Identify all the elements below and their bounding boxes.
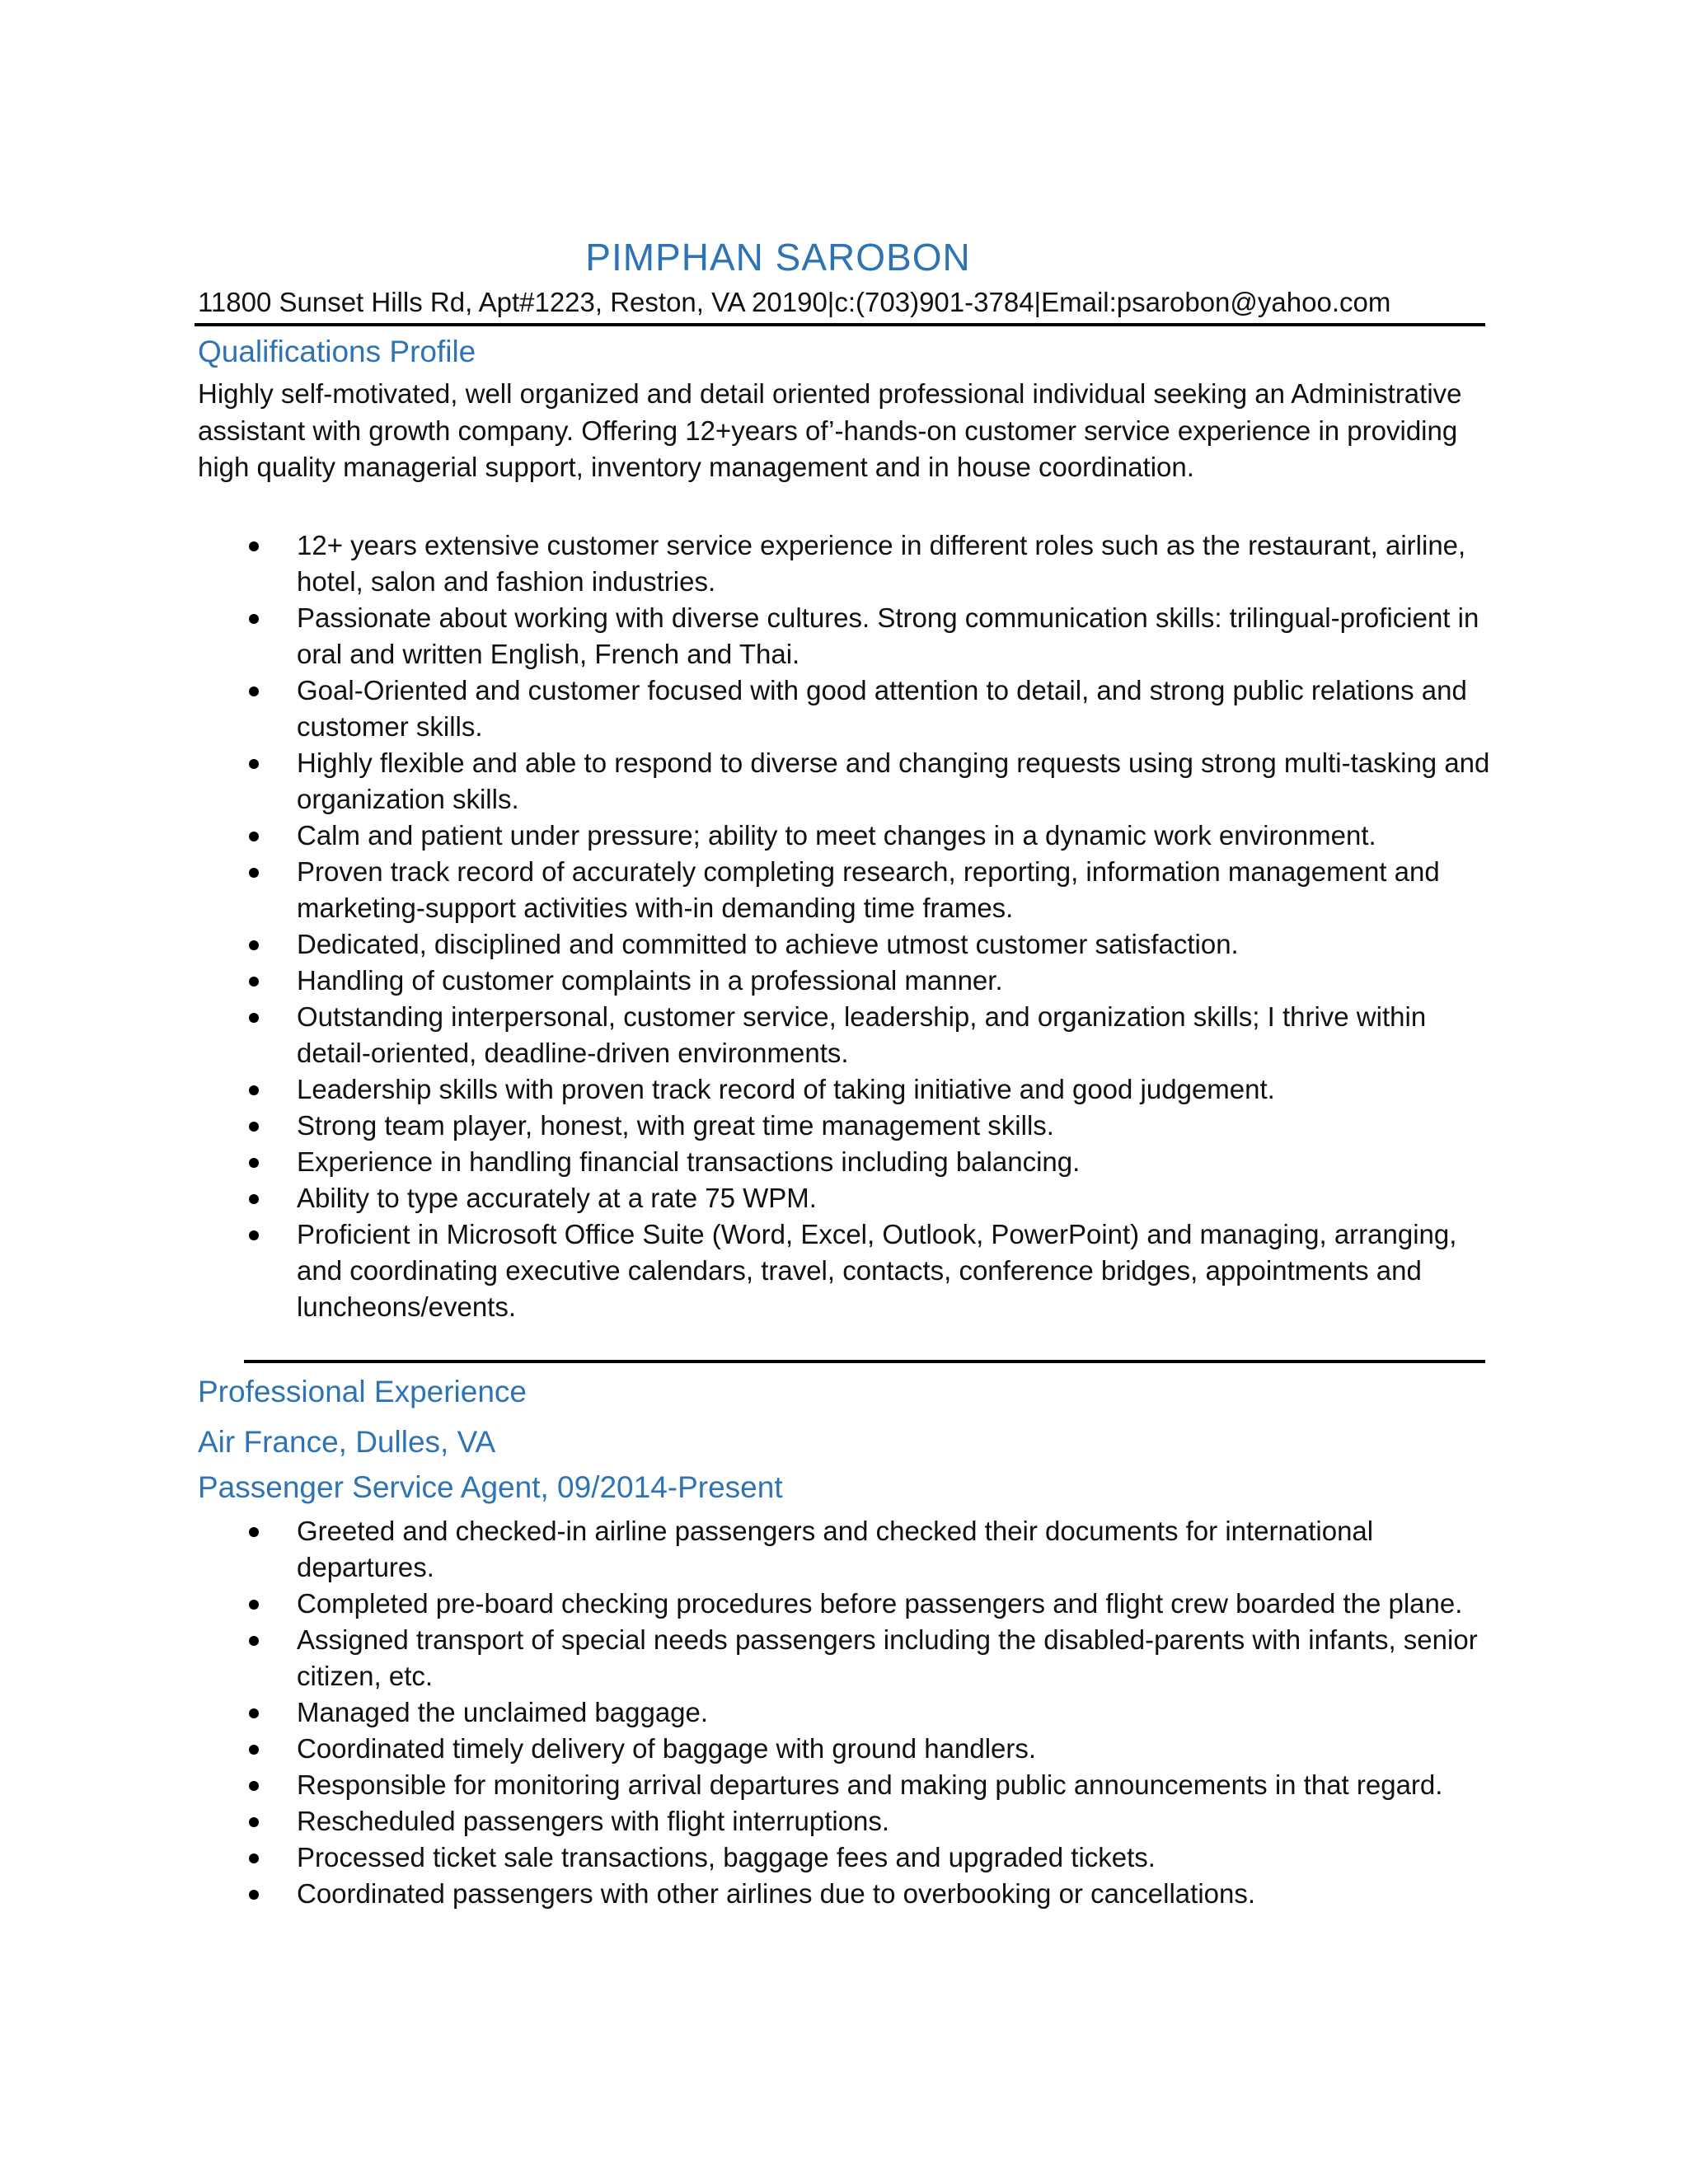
bullet-icon bbox=[249, 1158, 259, 1168]
qualifications-heading: Qualifications Profile bbox=[198, 335, 476, 368]
qualification-item: Calm and patient under pressure; ability to meet changes in a dynamic work environment. bbox=[198, 818, 1492, 854]
bullet-icon bbox=[249, 977, 259, 987]
bullet-icon bbox=[249, 541, 259, 551]
experience-heading: Professional Experience bbox=[198, 1375, 527, 1408]
experience-item: Responsible for monitoring arrival departures and making public announcements in that regard. bbox=[198, 1767, 1492, 1803]
experience-item: Assigned transport of special needs passengers including the disabled-parents with infants, senior citizen, etc. bbox=[198, 1622, 1492, 1694]
candidate-name: PIMPHAN SAROBON bbox=[585, 236, 971, 279]
qualification-item: Strong team player, honest, with great time management skills. bbox=[198, 1108, 1492, 1144]
employer-heading: Air France, Dulles, VA bbox=[198, 1425, 496, 1459]
bullet-icon bbox=[249, 1600, 259, 1610]
qualification-item: Goal-Oriented and customer focused with good attention to detail, and strong public relations and customer skills. bbox=[198, 673, 1492, 745]
qualification-item: Ability to type accurately at a rate 75 WPM. bbox=[198, 1180, 1492, 1216]
qualification-item: Passionate about working with diverse cultures. Strong communication skills: trilingual-proficient in oral and written English, French and Thai. bbox=[198, 600, 1492, 673]
bullet-icon bbox=[249, 1708, 259, 1718]
qualification-item: Experience in handling financial transactions including balancing. bbox=[198, 1144, 1492, 1180]
qualification-item: Proven track record of accurately completing research, reporting, information management and marketing-support activities with-in demanding time frames. bbox=[198, 854, 1492, 926]
contact-info: 11800 Sunset Hills Rd, Apt#1223, Reston, VA 20190|c:(703)901-3784|Email:psarobon@yahoo.com bbox=[198, 287, 1391, 317]
qualification-item: Handling of customer complaints in a professional manner. bbox=[198, 963, 1492, 999]
bullet-icon bbox=[249, 614, 259, 624]
bullet-icon bbox=[249, 1854, 259, 1863]
experience-item: Processed ticket sale transactions, baggage fees and upgraded tickets. bbox=[198, 1840, 1492, 1876]
bullet-icon bbox=[249, 687, 259, 696]
qualification-item: Highly flexible and able to respond to diverse and changing requests using strong multi-tasking and organization skills. bbox=[198, 745, 1492, 818]
bullet-icon bbox=[249, 1230, 259, 1240]
bullet-icon bbox=[249, 1085, 259, 1095]
experience-item: Managed the unclaimed baggage. bbox=[198, 1694, 1492, 1731]
bullet-icon bbox=[249, 1636, 259, 1646]
qualification-item: 12+ years extensive customer service experience in different roles such as the restaurant, airline, hotel, salon and fashion industries. bbox=[198, 527, 1492, 600]
header-divider bbox=[195, 323, 1485, 326]
bullet-icon bbox=[249, 1194, 259, 1204]
bullet-icon bbox=[249, 1817, 259, 1827]
bullet-icon bbox=[249, 1890, 259, 1900]
bullet-icon bbox=[249, 832, 259, 841]
bullet-icon bbox=[249, 1745, 259, 1755]
qualifications-summary: Highly self-motivated, well organized and detail oriented professional individual seeking an Administrative assistant with growth company. Offering 12+years of’-hands-on customer service experience in providing high quality managerial support, inventory management and in house coordination. bbox=[198, 378, 1462, 482]
qualification-item: Leadership skills with proven track record of taking initiative and good judgement. bbox=[198, 1071, 1492, 1108]
bullet-icon bbox=[249, 1527, 259, 1537]
experience-item: Coordinated passengers with other airlines due to overbooking or cancellations. bbox=[198, 1876, 1492, 1912]
experience-item: Coordinated timely delivery of baggage with ground handlers. bbox=[198, 1731, 1492, 1767]
bullet-icon bbox=[249, 940, 259, 950]
section-divider bbox=[244, 1360, 1485, 1363]
qualification-item: Proficient in Microsoft Office Suite (Word, Excel, Outlook, PowerPoint) and managing, arranging, and coordinating executive calendars, travel, contacts, conference bridges, appointments and luncheons/events. bbox=[198, 1216, 1492, 1325]
bullet-icon bbox=[249, 759, 259, 769]
position-heading: Passenger Service Agent, 09/2014-Present bbox=[198, 1470, 783, 1504]
qualification-item: Outstanding interpersonal, customer service, leadership, and organization skills; I thrive within detail-oriented, deadline-driven environments. bbox=[198, 999, 1492, 1071]
experience-item: Rescheduled passengers with flight interruptions. bbox=[198, 1803, 1492, 1840]
experience-item: Greeted and checked-in airline passengers and checked their documents for international departures. bbox=[198, 1513, 1492, 1586]
bullet-icon bbox=[249, 868, 259, 878]
experience-list bbox=[198, 1513, 1492, 1912]
qualification-item: Dedicated, disciplined and committed to achieve utmost customer satisfaction. bbox=[198, 926, 1492, 963]
bullet-icon bbox=[249, 1013, 259, 1023]
qualifications-list bbox=[198, 527, 1492, 1325]
bullet-icon bbox=[249, 1122, 259, 1132]
experience-item: Completed pre-board checking procedures before passengers and flight crew boarded the plane. bbox=[198, 1586, 1492, 1622]
bullet-icon bbox=[249, 1781, 259, 1791]
